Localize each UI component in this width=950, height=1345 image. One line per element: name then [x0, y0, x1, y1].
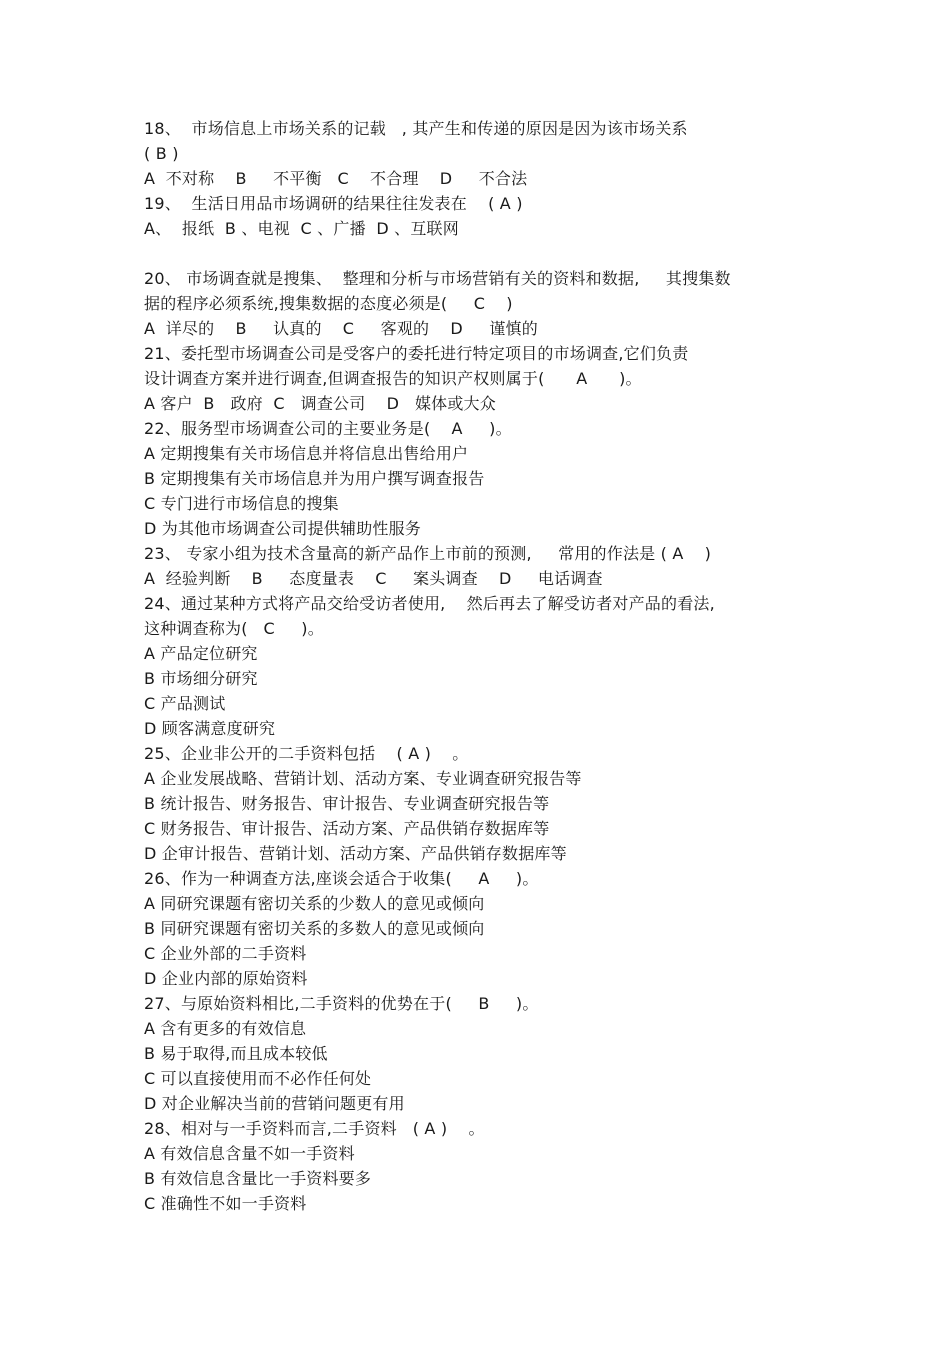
- question-18-options: A 不对称 B 不平衡 C 不合理 D 不合法: [144, 169, 528, 188]
- question-21-stem: 21、委托型市场调查公司是受客户的委托进行特定项目的市场调查,它们负责: [144, 344, 689, 363]
- question-19-options: A、 报纸 B 、电视 C 、广播 D 、互联网: [144, 219, 459, 238]
- question-23-options: A 经验判断 B 态度量表 C 案头调查 D 电话调查: [144, 569, 603, 588]
- question-24-stem: 24、通过某种方式将产品交给受访者使用, 然后再去了解受访者对产品的看法,: [144, 594, 715, 613]
- question-28-option-c: C 准确性不如一手资料: [144, 1194, 307, 1213]
- question-27-stem: 27、与原始资料相比,二手资料的优势在于( B )。: [144, 994, 539, 1013]
- question-27-option-b: B 易于取得,而且成本较低: [144, 1044, 328, 1063]
- question-24-option-d: D 顾客满意度研究: [144, 719, 276, 738]
- question-26-option-b: B 同研究课题有密切关系的多数人的意见或倾向: [144, 919, 485, 938]
- question-22-option-d: D 为其他市场调查公司提供辅助性服务: [144, 519, 422, 538]
- question-22-stem: 22、服务型市场调查公司的主要业务是( A )。: [144, 419, 512, 438]
- question-19-stem: 19、 生活日用品市场调研的结果往往发表在 ( A ): [144, 194, 523, 213]
- question-27-option-d: D 对企业解决当前的营销问题更有用: [144, 1094, 405, 1113]
- question-25-stem: 25、企业非公开的二手资料包括 ( A ) 。: [144, 744, 469, 763]
- question-25-option-d: D 企审计报告、营销计划、活动方案、产品供销存数据库等: [144, 844, 567, 863]
- question-22-option-b: B 定期搜集有关市场信息并为用户撰写调查报告: [144, 469, 485, 488]
- question-24-option-b: B 市场细分研究: [144, 669, 258, 688]
- question-26-option-a: A 同研究课题有密切关系的少数人的意见或倾向: [144, 894, 485, 913]
- question-27-option-a: A 含有更多的有效信息: [144, 1019, 307, 1038]
- question-26-option-c: C 企业外部的二手资料: [144, 944, 307, 963]
- question-20-stem-cont: 据的程序必须系统,搜集数据的态度必须是( C ): [144, 294, 513, 313]
- question-18-answer: ( B ): [144, 144, 179, 163]
- question-22-option-a: A 定期搜集有关市场信息并将信息出售给用户: [144, 444, 469, 463]
- question-27-option-c: C 可以直接使用而不必作任何处: [144, 1069, 372, 1088]
- question-18-stem: 18、 市场信息上市场关系的记载 , 其产生和传递的原因是因为该市场关系: [144, 119, 688, 138]
- question-28-stem: 28、相对与一手资料而言,二手资料 ( A ) 。: [144, 1119, 485, 1138]
- question-23-stem: 23、 专家小组为技术含量高的新产品作上市前的预测, 常用的作法是 ( A ): [144, 544, 712, 563]
- question-24-option-c: C 产品测试: [144, 694, 226, 713]
- question-21-options: A 客户 B 政府 C 调查公司 D 媒体或大众: [144, 394, 496, 413]
- question-26-option-d: D 企业内部的原始资料: [144, 969, 308, 988]
- question-24-stem-cont: 这种调查称为( C )。: [144, 619, 324, 638]
- question-21-stem-cont: 设计调查方案并进行调查,但调查报告的知识产权则属于( A )。: [144, 369, 642, 388]
- question-28-option-b: B 有效信息含量比一手资料要多: [144, 1169, 372, 1188]
- question-20-stem: 20、 市场调查就是搜集、 整理和分析与市场营销有关的资料和数据, 其搜集数: [144, 269, 731, 288]
- question-24-option-a: A 产品定位研究: [144, 644, 258, 663]
- question-25-option-b: B 统计报告、财务报告、审计报告、专业调查研究报告等: [144, 794, 550, 813]
- question-25-option-c: C 财务报告、审计报告、活动方案、产品供销存数据库等: [144, 819, 550, 838]
- question-28-option-a: A 有效信息含量不如一手资料: [144, 1144, 355, 1163]
- question-22-option-c: C 专门进行市场信息的搜集: [144, 494, 339, 513]
- question-25-option-a: A 企业发展战略、营销计划、活动方案、专业调查研究报告等: [144, 769, 582, 788]
- question-20-options: A 详尽的 B 认真的 C 客观的 D 谨慎的: [144, 319, 538, 338]
- question-26-stem: 26、作为一种调查方法,座谈会适合于收集( A )。: [144, 869, 539, 888]
